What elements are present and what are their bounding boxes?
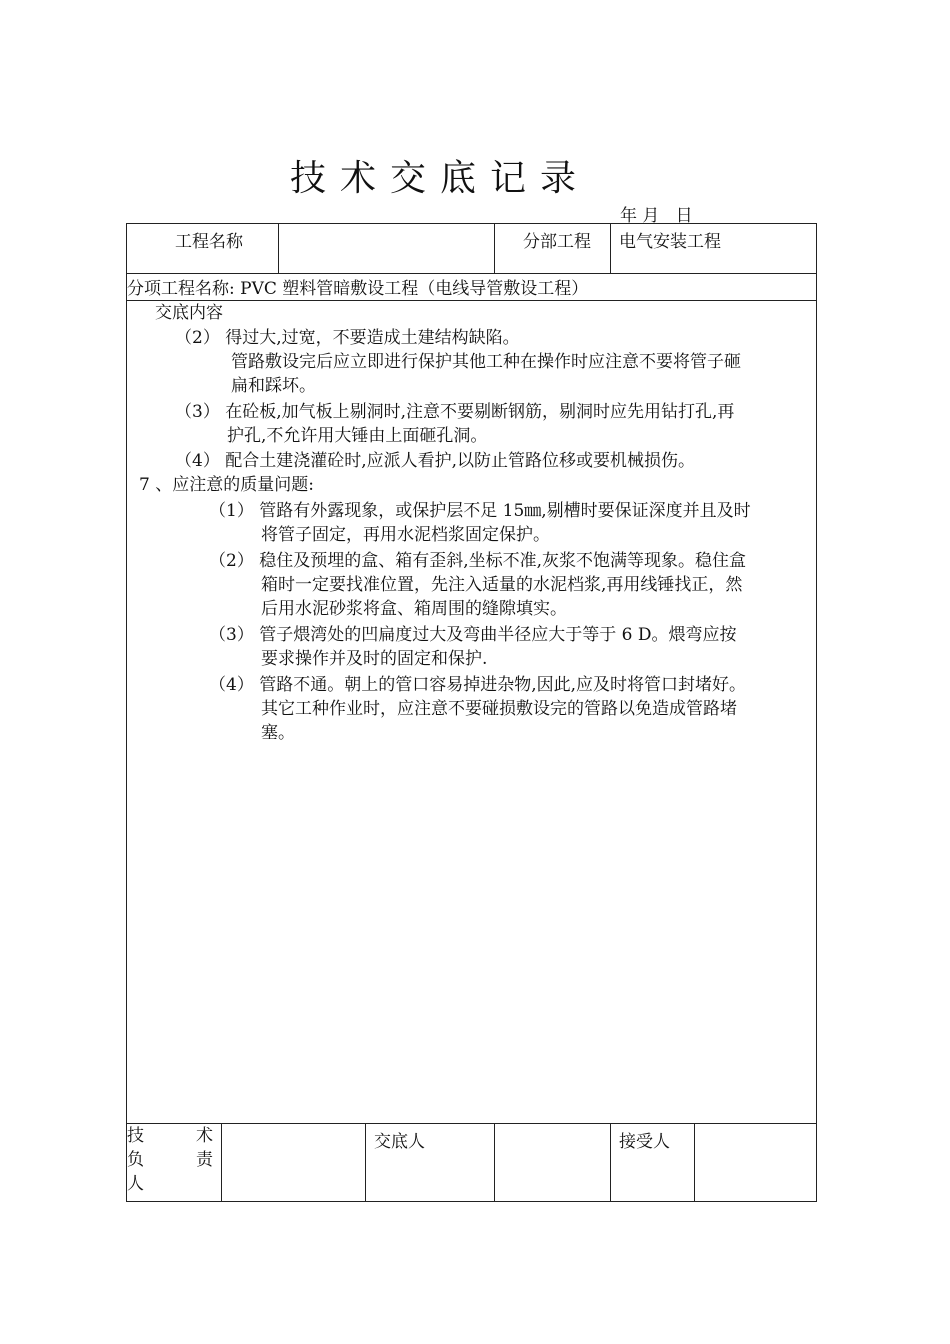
tech-lead-label-char: 技 <box>127 1126 144 1146</box>
content-line: （2） 得过大,过宽，不要造成土建结构缺陷。 <box>175 328 520 348</box>
subitem-row <box>127 274 817 301</box>
content-line: 7 、应注意的质量问题: <box>139 475 314 495</box>
subitem-line: 分项工程名称: PVC 塑料管暗敷设工程（电线导管敷设工程） <box>127 274 817 301</box>
signature-row <box>127 1124 817 1202</box>
content-heading: 交底内容 <box>155 303 223 323</box>
project-name-label: 工程名称 <box>127 224 279 274</box>
content-line: 护孔,不允许用大锤由上面砸孔洞。 <box>227 426 488 446</box>
content-line: 要求操作并及时的固定和保护. <box>261 649 488 669</box>
division-label: 分部工程 <box>495 224 611 274</box>
document-title: 技术交底记录 <box>289 158 590 199</box>
tech-lead-signature-field[interactable] <box>222 1124 366 1202</box>
content-line: （4） 管路不通。朝上的管口容易掉进杂物,因此,应及时将管口封堵好。 <box>209 675 747 695</box>
date-line: 年 月 日 <box>620 206 693 226</box>
tech-lead-label-char: 术 <box>196 1126 213 1146</box>
receiver-label: 接受人 <box>611 1124 695 1202</box>
record-table <box>126 223 817 1202</box>
handover-label: 交底人 <box>366 1124 495 1202</box>
content-cell <box>127 301 817 1124</box>
handover-signature-field[interactable] <box>495 1124 611 1202</box>
content-line: 扁和踩坏。 <box>231 376 316 396</box>
content-line: （3） 管子煨湾处的凹扁度过大及弯曲半径应大于等于 6 D。煨弯应按 <box>209 625 737 645</box>
content-line: 箱时一定要找准位置，先注入适量的水泥档浆,再用线锤找正，然 <box>261 575 743 595</box>
tech-lead-label-char: 责 <box>196 1150 213 1170</box>
content-line: 其它工种作业时，应注意不要碰损敷设完的管路以免造成管路堵 <box>261 699 737 719</box>
content-line: （3） 在砼板,加气板上剔洞时,注意不要剔断钢筋，剔洞时应先用钻打孔,再 <box>175 402 735 422</box>
project-name-field[interactable] <box>279 224 495 274</box>
content-line: （2） 稳住及预埋的盒、箱有歪斜,坐标不准,灰浆不饱满等现象。稳住盒 <box>209 551 747 571</box>
content-line: 塞。 <box>261 723 295 743</box>
content-line: 后用水泥砂浆将盒、箱周围的缝隙填实。 <box>261 599 567 619</box>
receiver-signature-field[interactable] <box>695 1124 817 1202</box>
tech-lead-label-char: 人 <box>127 1174 144 1194</box>
content-line: 将管子固定，再用水泥档浆固定保护。 <box>261 525 550 545</box>
header-row <box>127 224 817 274</box>
content-line: （1） 管路有外露现象，或保护层不足 15㎜,剔槽时要保证深度并且及时 <box>209 501 751 521</box>
content-row <box>127 301 817 1124</box>
content-line: （4） 配合土建浇灌砼时,应派人看护,以防止管路位移或要机械损伤。 <box>175 451 696 471</box>
content-line: 管路敷设完后应立即进行保护其他工种在操作时应注意不要将管子砸 <box>231 352 741 372</box>
tech-lead-label-char: 负 <box>127 1150 144 1170</box>
division-value[interactable]: 电气安装工程 <box>611 224 817 274</box>
tech-lead-label <box>127 1124 222 1202</box>
